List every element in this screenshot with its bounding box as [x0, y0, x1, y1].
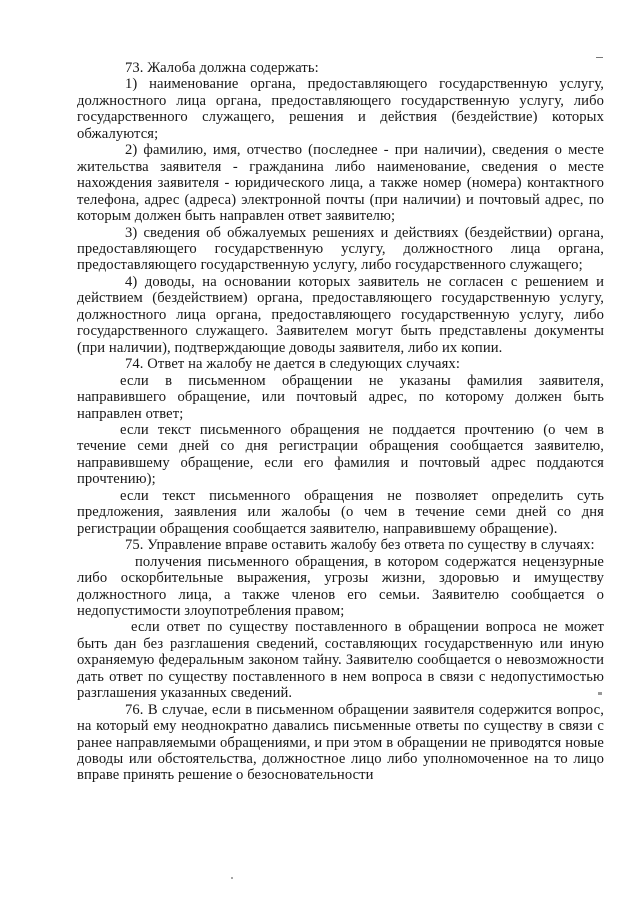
list-item-2: 2) фамилию, имя, отчество (последнее - при наличии), сведения о месте жительства заявителя - гражданина либо наименование, сведения о месте нахождения заявителя - юридического лица, а также номер (номера) контактного телефона, адрес (адреса) электронной почты (при наличии) и почтовый адрес, по которым должен быть направлен ответ заявителю; [77, 142, 604, 225]
paragraph-74-heading: 74. Ответ на жалобу не дается в следующих случаях: [125, 356, 460, 373]
paragraph-74-case-3: если текст письменного обращения не позволяет определить суть предложения, заявления или жалобы (о чем в течение семи дней со дня регистрации обращения сообщается заявителю, направившему обращение). [77, 487, 604, 537]
paragraph-75-heading: 75. Управление вправе оставить жалобу без ответа по существу в случаях: [125, 537, 595, 554]
paragraph-73-heading: 73. Жалоба должна содержать: [125, 60, 319, 76]
list-item-4: 4) доводы, на основании которых заявитель не согласен с решением и действием (бездействием) органа, предоставляющего государственную услугу, должностного лица органа, предоставляющего государственную услугу, либо государственного служащего. Заявителем могут быть представлены документы (при наличии), подтверждающие доводы заявителя, либо их копии. [77, 273, 604, 356]
paragraph-75-case-1: получения письменного обращения, в котором содержатся нецензурные либо оскорбительные выражения, угрозы жизни, здоровью и имуществу должностного лица, а также членов его семьи. Заявителю сообщается о недопустимости злоупотребления правом; [77, 553, 604, 619]
scan-mark [596, 57, 603, 58]
scan-mark [598, 692, 602, 695]
document-body [77, 60, 604, 784]
list-item-1: 1) наименование органа, предоставляющего государственную услугу, должностного лица органа, предоставляющего государственную услугу, либо государственного служащего, решения и действия (бездействие) которых обжалуются; [77, 76, 604, 142]
paragraph-75-case-2: если ответ по существу поставленного в обращении вопроса не может быть дан без разглашения сведений, составляющих государственную или иную охраняемую федеральным законом тайну. Заявителю сообщается о невозможности дать ответ по существу поставленного в нем вопроса в связи с недопустимостью разглашения указанных сведений. [77, 619, 604, 702]
paragraph-74-case-2: если текст письменного обращения не поддается прочтению (о чем в течение семи дней со дня регистрации обращения сообщается заявителю, направившему обращение, если его фамилия и почтовый адрес поддаются прочтению); [77, 421, 604, 488]
scan-dot [231, 877, 233, 879]
paragraph-76: 76. В случае, если в письменном обращении заявителя содержится вопрос, на который ему неоднократно давались письменные ответы по существу в связи с ранее направляемыми обращениями, и при этом в обращении не приводятся новые доводы или обстоятельства, должностное лицо либо уполномоченное на то лицо вправе принять решение о безосновательности [77, 701, 604, 784]
paragraph-74-case-1: если в письменном обращении не указаны фамилия заявителя, направившего обращение, или почтовый адрес, по которому должен быть направлен ответ; [77, 372, 604, 422]
list-item-3: 3) сведения об обжалуемых решениях и действиях (бездействии) органа, предоставляющего государственную услугу, должностного лица органа, предоставляющего государственную услугу, либо государственного служащего; [77, 224, 604, 274]
